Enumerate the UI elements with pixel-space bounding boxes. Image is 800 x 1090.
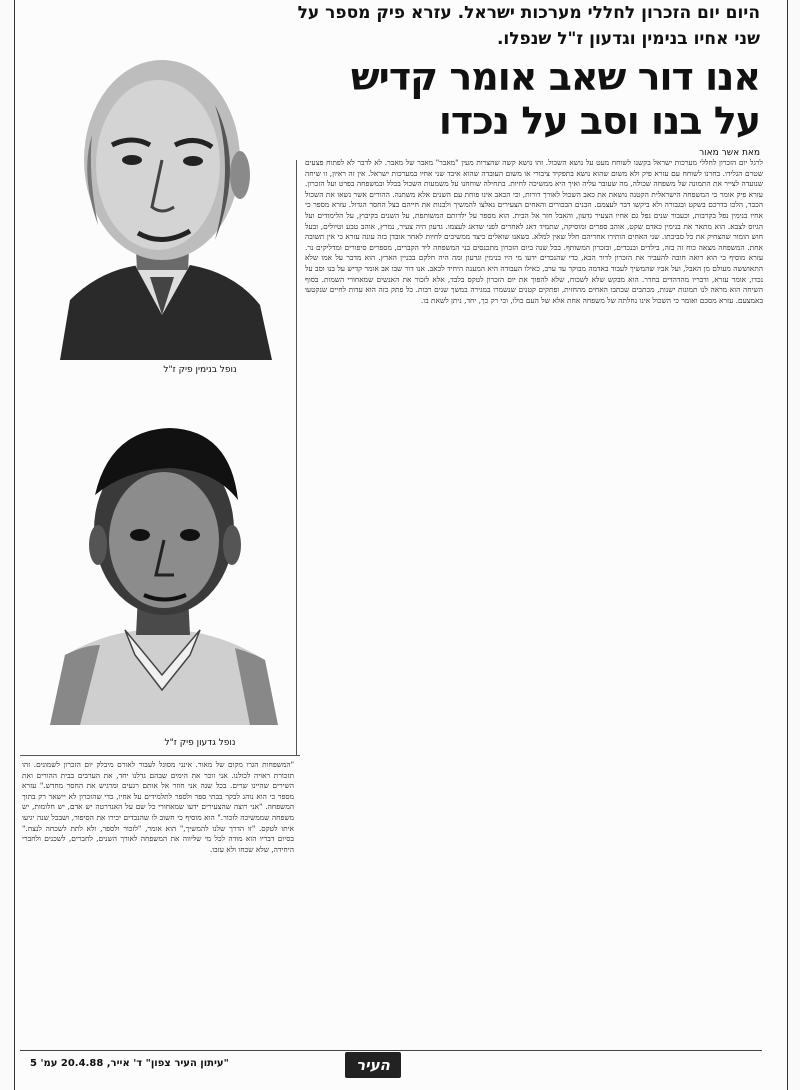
footer-rule	[20, 1050, 762, 1051]
article-body-right: לרגל יום הזכרון לחללי מערכות ישראל בקשנו לשוחח מעט על נושא השכול. זהו נושא קשה שהצרות מעין "מאבר" מאבר של מאבר. לא לדבר לא לפתוח פצעים שטרם הגלידו. בחרנו לשוחח עם עזרא פיק ולא משום שהוא נושא בתפקיד ציבורי או משום העובדה שהוא איבד שני אחיו במערכות ישראל. אין זה ראיון, זו שיחה שנועדה לצייר את התמונה של משפחה שכולה, מה שעובר עליה ואיך היא ממשיכה לחיות. בתחילה שוחחנו על משמעות השכול בכלל ובמשפחה בפרט ועל הזכרון. עזרא פיק אומר כי המשפחה הישראלית הקטנה נושאת את כאב השכול לאורך דורות, וכי הכאב אינו פוחת עם השנים אלא משתנה. ההורים אשר נשאו את השכול הכבד, הלכו בדרכם בשקט ובגבורה ולא ביקשו דבר לעצמם. הבנים הבכורים והאחים הצעירים נאלצו להמשיך ולבנות את חייהם בצל החסר הגדול. עזרא מספר כי אחיו בנימין נפל בקרבות, וכעבור שנים נפל גם אחיו הצעיר גדעון, והאבל חזר אל הבית. הוא מספר על ילדותם המשותפת, על השנים בקיבוץ, על הלימודים ועל הגיוס לצבא. הוא מתאר את בנימין כאדם שקט, אוהב ספרים ומוסיקה, שתמיד דאג לאחרים לפני שדאג לעצמו. גדעון היה צעיר, נמרץ, אוהב טבע וטיולים, ובעל חוש הומור שהצחיק את כל סביבתו. שני האחים הותירו אחריהם חלל שאין למלא. כשאנו שואלים כיצד ממשיכים לחיות לאחר אובדן כזה עונה עזרא כי אין תשובה אחת. המשפחה מצאה כוח זה בזה, בילדים ובנכדים, ובזכרון המשותף. בכל שנה ביום הזכרון מתכנסים בני המשפחה ליד הקברים, מספרים סיפורים ומדליקים נר. עזרא מוסיף כי הוא רואה חובה להעביר את הזכרון לדור הבא, כדי שהנכדים ידעו מי היו בנימין וגדעון ומה היה חלקם בבניין הארץ. הוא מדבר על אמו שלא התאוששה מעולם מן האבל, ועל אביו שהמשיך לעבוד באדמה מבוקר עד ערב, כאילו העבודה היא המענה היחיד לכאב. אנו דור שבו אב אומר קדיש על בנו וסב על נכדו, אומר עזרא, ודבריו מהדהדים בחדר. הוא מבקש שלא לשכוח, שלא להפוך את יום הזכרון לטקס בלבד, אלא לזכור את האנשים שמאחורי השמות. בסוף השיחה הוא מראה לנו תמונות ישנות, מכתבים שכתבו האחים מהחזית, ופתקים קטנים שנשמרו במגירה במשך שנים רבות. כל פתק כזה הוא עדות לחיים שנקטעו באמצעם. עזרא מסכם ואומר כי השכול אינו נחלתה של משפחה אחת אלא של העם כולו, וכי רק כך, יחד, ניתן לשאת בו.	[305, 158, 763, 305]
source-citation: "עיתון העיר צפון" ד' אייר, 20.4.88 עמ' 5	[30, 1058, 229, 1069]
portrait-photo-bottom	[40, 390, 285, 725]
caption-bottom: נופל גדעון פיק ז"ל	[164, 738, 236, 748]
publication-logo: העיר	[345, 1052, 401, 1078]
portrait-photo-top	[40, 15, 285, 360]
article-body-left: "המשפחות הגרו מקום של מאור. אינני מסוגל לעבור לאורם מיבלק יום הזכרון לשמונים. זהו תזכורת ראויה לכולנו. אני זוכר את הימים שבהם גדלנו יחד, את הערבים בבית ההורים ואת השירים שהיינו שרים. בכל שנה אני חוזר אל אותם רגעים ומרגיש את החסר מחדש." עזרא מספר כי הוא נוהג לבקר בבתי ספר ולספר לתלמידים על אחיו, כדי שהזכרון לא יישאר רק בתוך המשפחה. "אני רוצה שהצעירים ידעו שמאחורי כל שם על האנדרטה יש אדם, יש חלומות, יש משפחה שממשיכה לזכור." הוא מוסיף כי חשוב לו שהנכדים יכירו את הסיפור, ושבכל שנה יגיעו איתו לטקס. "זו הדרך שלנו להמשיך," הוא אומר, "לזכור ולספר, ולא לתת לשכחה לנצח." בסיום דבריו הוא מודה לכל מי שליווה את המשפחה לאורך השנים, לחברים, לשכנים ולחברי היחידה, שלא שכחו ולא עזבו.	[22, 760, 294, 854]
column-divider-horizontal	[20, 755, 300, 756]
headline: אנו דור שאב אומר קדיש על בנו וסב על נכדו	[350, 55, 760, 143]
byline: מאת אשר מאור	[699, 148, 760, 158]
caption-top: נופל בנימין פיק ז"ל	[163, 365, 237, 375]
kicker-text: היום יום הזכרון לחללי מערכות ישראל. עזרא פיק מספר על שני אחיו בנימין וגדעון ז"ל שנפלו.	[297, 3, 760, 49]
column-divider-vertical	[296, 160, 297, 755]
